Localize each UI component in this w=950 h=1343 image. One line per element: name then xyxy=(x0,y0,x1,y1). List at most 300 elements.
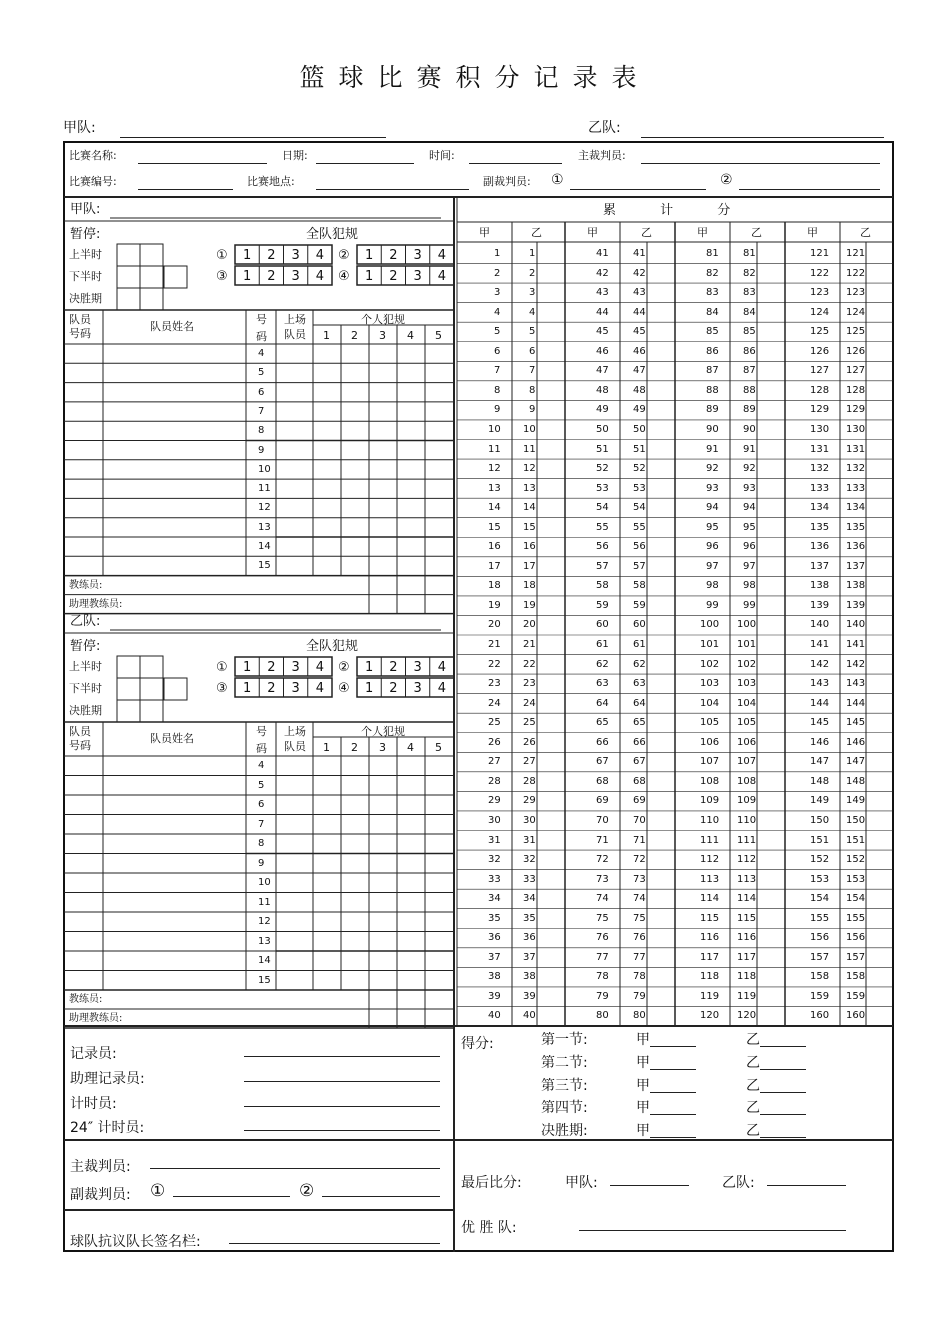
time-label: 时间: xyxy=(429,149,455,162)
rs-num-a: 100 xyxy=(700,619,720,631)
rs-num-b: 130 xyxy=(846,423,866,435)
team-b-oncourt-head: 队员 xyxy=(284,740,306,753)
team-a-asst-coach-label: 助理教练员: xyxy=(69,598,123,610)
rs-num-a: 102 xyxy=(700,658,720,670)
rs-num-a: 39 xyxy=(488,990,501,1002)
rs-num-b: 40 xyxy=(523,1010,536,1022)
rs-num-b: 105 xyxy=(737,717,757,729)
umpire-2-marker: ② xyxy=(720,172,733,188)
rs-num-b: 69 xyxy=(633,795,646,807)
rs-num-b: 77 xyxy=(633,951,646,963)
rs-num-a: 36 xyxy=(488,932,501,944)
team-a-foul-marker: ② xyxy=(338,248,350,263)
team-a-oncourt-head: 上场 xyxy=(284,313,306,326)
rs-num-a: 121 xyxy=(810,248,830,259)
team-a-ma-head: 码 xyxy=(256,330,267,343)
team-b-foul-digit: 4 xyxy=(315,660,325,675)
team-b-pf-num: 4 xyxy=(407,741,414,754)
rs-num-a: 88 xyxy=(706,384,719,396)
rs-num-a: 69 xyxy=(596,795,609,807)
rs-num-a: 63 xyxy=(596,678,609,690)
rs-num-a: 112 xyxy=(700,854,720,866)
rs-num-a: 77 xyxy=(596,951,609,963)
umpire-bottom-2-marker: ② xyxy=(299,1181,315,1201)
rs-num-a: 44 xyxy=(596,306,609,318)
team-a-timeout-box[interactable] xyxy=(140,266,163,288)
game-no-field[interactable] xyxy=(138,189,233,190)
period-a-field[interactable] xyxy=(650,1114,696,1115)
rs-num-a: 125 xyxy=(810,326,830,338)
rs-num-b: 117 xyxy=(737,951,757,963)
rs-num-a: 82 xyxy=(706,267,719,279)
period-b-field[interactable] xyxy=(760,1046,806,1047)
asst-scorer-label: 助理记录员: xyxy=(70,1071,145,1087)
rs-num-a: 139 xyxy=(810,599,830,611)
team-a-timeout-box[interactable] xyxy=(140,244,163,266)
team-a-timeout-box[interactable] xyxy=(117,244,140,266)
rs-num-b: 15 xyxy=(523,521,536,533)
rs-num-b: 115 xyxy=(737,912,757,924)
rs-num-a: 118 xyxy=(700,971,720,983)
team-b-pf-num: 2 xyxy=(351,741,358,754)
rs-num-a: 146 xyxy=(810,736,830,748)
rs-num-a: 132 xyxy=(810,463,830,475)
period-a-field[interactable] xyxy=(650,1092,696,1093)
rs-b-head: 乙 xyxy=(751,226,762,239)
rs-num-b: 54 xyxy=(633,502,646,514)
period-b-label: 乙 xyxy=(746,1123,760,1139)
team-b-oncourt-head: 上场 xyxy=(284,725,306,738)
rs-num-b: 92 xyxy=(743,463,756,475)
final-a-field[interactable] xyxy=(610,1185,689,1186)
period-a-field[interactable] xyxy=(650,1137,696,1138)
rs-num-b: 153 xyxy=(846,873,866,885)
rs-num-a: 155 xyxy=(810,912,830,924)
rs-num-a: 141 xyxy=(810,639,830,650)
period-label: 第一节: xyxy=(541,1032,588,1048)
rs-num-b: 145 xyxy=(846,717,866,729)
team-a-player-no-head: 号码 xyxy=(69,327,91,340)
rs-num-b: 97 xyxy=(743,560,756,572)
team-a-foul-marker: ① xyxy=(216,248,228,263)
rs-num-b: 140 xyxy=(846,619,866,631)
rs-num-a: 109 xyxy=(700,795,720,807)
rs-num-a: 33 xyxy=(488,873,501,885)
team-a-foul-digit: 1 xyxy=(243,248,252,263)
period-b-field[interactable] xyxy=(760,1114,806,1115)
rs-num-b: 32 xyxy=(523,854,536,866)
team-a-timeout-box[interactable] xyxy=(117,288,140,310)
team-b-foul-digit: 1 xyxy=(243,660,252,675)
scorer-field[interactable] xyxy=(244,1056,440,1057)
team-b-timeout-box[interactable] xyxy=(140,700,163,722)
rs-num-b: 127 xyxy=(846,365,866,377)
team-b-foul-digit: 4 xyxy=(315,681,325,696)
rs-num-a: 71 xyxy=(596,834,609,846)
team-a-player-number: 5 xyxy=(258,367,265,379)
rs-num-b: 21 xyxy=(523,639,536,650)
rs-num-a: 49 xyxy=(596,404,609,416)
rs-num-a: 17 xyxy=(488,560,501,572)
team-a-player-number: 10 xyxy=(258,463,271,475)
rs-num-b: 75 xyxy=(633,912,646,924)
rs-num-a: 128 xyxy=(810,384,830,396)
asst-scorer-field[interactable] xyxy=(244,1081,440,1082)
rs-num-b: 132 xyxy=(846,463,866,475)
rs-num-a: 34 xyxy=(488,893,501,905)
rs-num-a: 89 xyxy=(706,404,719,416)
rs-b-head: 乙 xyxy=(641,226,652,239)
rs-num-a: 3 xyxy=(494,287,501,299)
team-a-oncourt-head: 队员 xyxy=(284,328,306,341)
rs-num-a: 4 xyxy=(494,306,501,318)
rs-num-b: 56 xyxy=(633,541,646,553)
rs-num-b: 24 xyxy=(523,697,536,709)
rs-num-b: 96 xyxy=(743,541,756,553)
rs-num-a: 97 xyxy=(706,560,719,572)
team-a-pf-num: 1 xyxy=(323,329,330,342)
date-field[interactable] xyxy=(316,163,414,164)
time-field[interactable] xyxy=(469,163,562,164)
rs-num-b: 6 xyxy=(529,345,536,357)
team-b-player-number: 10 xyxy=(258,877,271,888)
umpire-label: 副裁判员: xyxy=(483,175,531,188)
umpire-1-field[interactable] xyxy=(570,189,706,190)
rs-num-a: 104 xyxy=(700,697,720,709)
rs-num-b: 33 xyxy=(523,873,536,885)
team-a-player-number: 14 xyxy=(258,541,271,552)
rs-num-a: 90 xyxy=(706,423,719,435)
team-b-asst-coach-label: 助理教练员: xyxy=(69,1013,123,1024)
rs-num-a: 160 xyxy=(810,1010,830,1022)
rs-num-b: 16 xyxy=(523,541,536,553)
chief-label: 主裁判员: xyxy=(70,1159,131,1175)
rs-num-a: 81 xyxy=(706,248,719,259)
team-b-foul-digit: 1 xyxy=(243,681,252,696)
rs-num-a: 10 xyxy=(488,423,501,435)
rs-num-a: 5 xyxy=(494,326,501,338)
rs-num-b: 43 xyxy=(633,287,646,299)
rs-num-a: 129 xyxy=(810,404,830,416)
rs-num-b: 124 xyxy=(846,306,866,318)
final-score-label: 最后比分: xyxy=(461,1175,522,1191)
rs-num-b: 135 xyxy=(846,521,866,533)
rs-num-a: 116 xyxy=(700,932,720,944)
period-a-label: 甲 xyxy=(636,1055,650,1071)
rs-num-b: 67 xyxy=(633,756,646,768)
umpire-bottom-2-field[interactable] xyxy=(322,1196,440,1197)
rs-num-a: 140 xyxy=(810,619,830,631)
rs-num-a: 38 xyxy=(488,971,501,983)
rs-num-a: 23 xyxy=(488,678,501,690)
rs-num-b: 138 xyxy=(846,580,866,592)
rs-num-a: 91 xyxy=(706,443,719,455)
rs-num-b: 71 xyxy=(633,834,646,846)
team-b-foul-digit: 2 xyxy=(389,681,398,696)
team-b-timeout-box[interactable] xyxy=(117,656,140,678)
rs-num-a: 28 xyxy=(488,775,501,787)
rs-num-a: 61 xyxy=(596,639,609,650)
rs-num-a: 73 xyxy=(596,873,609,885)
team-b-timeout-box[interactable] xyxy=(117,700,140,722)
umpire-1-marker: ① xyxy=(551,172,564,188)
team-a-coach-label: 教练员: xyxy=(69,579,103,591)
rs-num-a: 52 xyxy=(596,463,609,475)
chief-field[interactable] xyxy=(150,1168,440,1169)
rs-b-head: 乙 xyxy=(531,226,542,239)
rs-num-a: 57 xyxy=(596,560,609,572)
rs-num-a: 2 xyxy=(494,267,501,279)
shot-clock-label: 24″ 计时员: xyxy=(70,1120,145,1136)
game-name-field[interactable] xyxy=(138,163,267,164)
timer-field[interactable] xyxy=(244,1106,440,1107)
team-b-foul-digit: 3 xyxy=(291,681,300,696)
team-a-foul-digit: 1 xyxy=(243,269,252,284)
team-b-player-number: 14 xyxy=(258,955,271,966)
team-a-foul-digit: 4 xyxy=(315,248,325,263)
rs-num-a: 137 xyxy=(810,560,830,572)
rs-num-a: 106 xyxy=(700,736,720,748)
rs-num-b: 109 xyxy=(737,795,757,807)
rs-num-a: 25 xyxy=(488,717,501,729)
rs-num-b: 35 xyxy=(523,912,536,924)
team-b-period-second_half: 下半时 xyxy=(69,682,102,695)
rs-num-a: 59 xyxy=(596,599,609,611)
rs-num-a: 143 xyxy=(810,678,830,690)
rs-num-b: 100 xyxy=(737,619,757,631)
period-label: 第二节: xyxy=(541,1055,588,1071)
team-a-player-number: 11 xyxy=(258,483,271,495)
final-a-label: 甲队: xyxy=(565,1175,598,1191)
rs-num-a: 138 xyxy=(810,580,830,592)
team-a-timeout-box[interactable] xyxy=(140,288,163,310)
rs-num-a: 127 xyxy=(810,365,830,377)
team-a-foul-digit: 4 xyxy=(437,248,447,263)
rs-num-b: 87 xyxy=(743,365,756,377)
rs-num-b: 128 xyxy=(846,384,866,396)
rs-num-b: 139 xyxy=(846,599,866,611)
rs-num-b: 48 xyxy=(633,384,646,396)
rs-num-a: 47 xyxy=(596,365,609,377)
team-b-pf-num: 5 xyxy=(435,741,442,754)
rs-num-a: 78 xyxy=(596,971,609,983)
team-a-player-no-head: 队员 xyxy=(69,313,91,326)
venue-field[interactable] xyxy=(316,189,469,190)
rs-num-b: 36 xyxy=(523,932,536,944)
final-b-field[interactable] xyxy=(767,1185,846,1186)
rs-num-a: 135 xyxy=(810,521,830,533)
rs-a-head: 甲 xyxy=(697,226,708,239)
rs-num-a: 41 xyxy=(596,248,609,259)
rs-num-a: 113 xyxy=(700,873,720,885)
team-a-foul-digit: 3 xyxy=(413,269,422,284)
team-a-pf-num: 5 xyxy=(435,329,442,342)
rs-num-a: 51 xyxy=(596,443,609,455)
shot-clock-field[interactable] xyxy=(244,1130,440,1131)
period-b-field[interactable] xyxy=(760,1137,806,1138)
rs-num-b: 95 xyxy=(743,521,756,533)
rs-num-b: 70 xyxy=(633,814,646,826)
rs-num-a: 13 xyxy=(488,482,501,494)
team-b-foul-marker: ④ xyxy=(338,681,350,696)
team-b-timeout-box[interactable] xyxy=(140,700,163,722)
rs-num-b: 61 xyxy=(633,639,646,650)
period-a-label: 甲 xyxy=(636,1032,650,1048)
period-b-field[interactable] xyxy=(760,1069,806,1070)
rs-num-b: 39 xyxy=(523,990,536,1002)
rs-num-b: 73 xyxy=(633,873,646,885)
rs-num-a: 151 xyxy=(810,834,830,846)
period-a-label: 甲 xyxy=(636,1100,650,1116)
rs-num-a: 62 xyxy=(596,658,609,670)
rs-num-b: 4 xyxy=(529,306,536,318)
team-b-timeout-box[interactable] xyxy=(140,678,163,700)
rs-num-a: 14 xyxy=(488,502,501,514)
rs-num-a: 153 xyxy=(810,873,830,885)
rs-num-a: 136 xyxy=(810,541,830,553)
rs-num-a: 80 xyxy=(596,1010,609,1022)
rs-num-a: 117 xyxy=(700,951,720,963)
team-a-player-number: 8 xyxy=(258,425,265,437)
team-a-foul-digit: 2 xyxy=(389,269,398,284)
rs-num-a: 37 xyxy=(488,951,501,963)
team-b-foul-digit: 3 xyxy=(413,681,422,696)
rs-num-b: 5 xyxy=(529,326,536,338)
team-b-pf-num: 3 xyxy=(379,741,386,754)
team-a-period-second_half: 下半时 xyxy=(69,270,102,283)
rs-num-b: 68 xyxy=(633,775,646,787)
rs-num-a: 130 xyxy=(810,423,830,435)
rs-a-head: 甲 xyxy=(807,226,818,239)
rs-num-b: 50 xyxy=(633,423,646,435)
rs-num-a: 158 xyxy=(810,971,830,983)
team-a-foul-digit: 4 xyxy=(437,269,447,284)
team-a-player-number: 12 xyxy=(258,502,271,514)
rs-num-b: 64 xyxy=(633,697,646,709)
running-score-title: 累 计 分 xyxy=(603,203,751,218)
rs-num-a: 48 xyxy=(596,384,609,396)
rs-num-b: 142 xyxy=(846,658,866,670)
rs-num-a: 42 xyxy=(596,267,609,279)
rs-num-b: 134 xyxy=(846,502,866,514)
rs-num-b: 84 xyxy=(743,306,756,318)
umpire-bottom-1-marker: ① xyxy=(150,1181,166,1201)
rs-num-b: 42 xyxy=(633,267,646,279)
rs-num-a: 105 xyxy=(700,717,720,729)
rs-num-a: 21 xyxy=(488,639,501,650)
rs-num-a: 6 xyxy=(494,345,501,357)
umpire-2-field[interactable] xyxy=(739,189,880,190)
winner-label: 优 胜 队: xyxy=(461,1220,517,1236)
rs-num-b: 31 xyxy=(523,834,536,846)
team-b-timeout-box[interactable] xyxy=(140,656,163,678)
team-a-timeout-box[interactable] xyxy=(164,266,187,288)
rs-num-b: 152 xyxy=(846,854,866,866)
rs-num-b: 55 xyxy=(633,521,646,533)
rs-num-a: 66 xyxy=(596,736,609,748)
team-b-player-number: 15 xyxy=(258,974,271,986)
rs-num-a: 120 xyxy=(700,1010,720,1022)
rs-num-a: 96 xyxy=(706,541,719,553)
team-a-pf-num: 4 xyxy=(407,329,414,342)
rs-num-b: 148 xyxy=(846,775,866,787)
rs-num-b: 74 xyxy=(633,893,646,905)
rs-num-a: 53 xyxy=(596,482,609,494)
team-b-timeout-box[interactable] xyxy=(117,678,140,700)
rs-num-b: 119 xyxy=(737,990,757,1002)
team-a-player-number: 6 xyxy=(258,386,265,398)
rs-num-a: 55 xyxy=(596,521,609,533)
rs-num-b: 63 xyxy=(633,678,646,690)
team-a-timeout-box[interactable] xyxy=(117,266,140,288)
venue-label: 比赛地点: xyxy=(247,175,295,188)
rs-num-b: 79 xyxy=(633,990,646,1002)
team-a-timeout-box[interactable] xyxy=(140,288,163,310)
rs-num-b: 14 xyxy=(523,502,536,514)
period-a-field[interactable] xyxy=(650,1069,696,1070)
protest-field[interactable] xyxy=(229,1243,440,1244)
rs-num-b: 106 xyxy=(737,736,757,748)
team-b-player-number: 13 xyxy=(258,935,271,947)
period-b-label: 乙 xyxy=(746,1055,760,1071)
period-a-field[interactable] xyxy=(650,1046,696,1047)
team-b-timeout-box[interactable] xyxy=(164,678,187,700)
team-b-player-no-head: 号码 xyxy=(69,739,91,752)
rs-num-b: 86 xyxy=(743,345,756,357)
rs-num-b: 78 xyxy=(633,971,646,983)
rs-num-a: 110 xyxy=(700,814,720,826)
period-label: 第三节: xyxy=(541,1078,588,1094)
rs-num-b: 93 xyxy=(743,482,756,494)
team-b-player-number: 7 xyxy=(258,818,265,830)
rs-num-a: 9 xyxy=(494,404,501,416)
team-a-hao-head: 号 xyxy=(256,313,267,326)
umpire-bottom-1-field[interactable] xyxy=(173,1196,290,1197)
rs-num-b: 27 xyxy=(523,756,536,768)
team-b-coach-label: 教练员: xyxy=(69,994,103,1005)
rs-num-b: 154 xyxy=(846,893,866,905)
chief-referee-field[interactable] xyxy=(641,163,880,164)
rs-num-b: 156 xyxy=(846,932,866,944)
rs-num-b: 155 xyxy=(846,912,866,924)
rs-num-b: 151 xyxy=(846,834,866,846)
rs-num-b: 114 xyxy=(737,893,757,905)
rs-num-a: 72 xyxy=(596,854,609,866)
rs-num-b: 8 xyxy=(529,384,536,396)
rs-num-a: 68 xyxy=(596,775,609,787)
rs-num-a: 32 xyxy=(488,854,501,866)
rs-num-a: 7 xyxy=(494,365,501,377)
rs-num-b: 111 xyxy=(737,834,757,846)
rs-num-a: 26 xyxy=(488,736,501,748)
rs-num-b: 160 xyxy=(846,1010,866,1022)
rs-num-a: 83 xyxy=(706,287,719,299)
rs-num-b: 144 xyxy=(846,697,866,709)
game-name-label: 比赛名称: xyxy=(69,149,117,162)
rs-num-a: 122 xyxy=(810,267,830,279)
rs-num-a: 87 xyxy=(706,365,719,377)
rs-num-b: 44 xyxy=(633,306,646,318)
rs-num-b: 89 xyxy=(743,404,756,416)
rs-num-b: 146 xyxy=(846,736,866,748)
team-a-period-overtime: 决胜期 xyxy=(69,292,102,305)
team-a-player-number: 4 xyxy=(258,348,265,359)
rs-num-b: 158 xyxy=(846,971,866,983)
team-b-foul-digit: 2 xyxy=(267,681,276,696)
winner-field[interactable] xyxy=(579,1230,846,1231)
period-b-field[interactable] xyxy=(760,1092,806,1093)
rs-num-b: 80 xyxy=(633,1010,646,1022)
